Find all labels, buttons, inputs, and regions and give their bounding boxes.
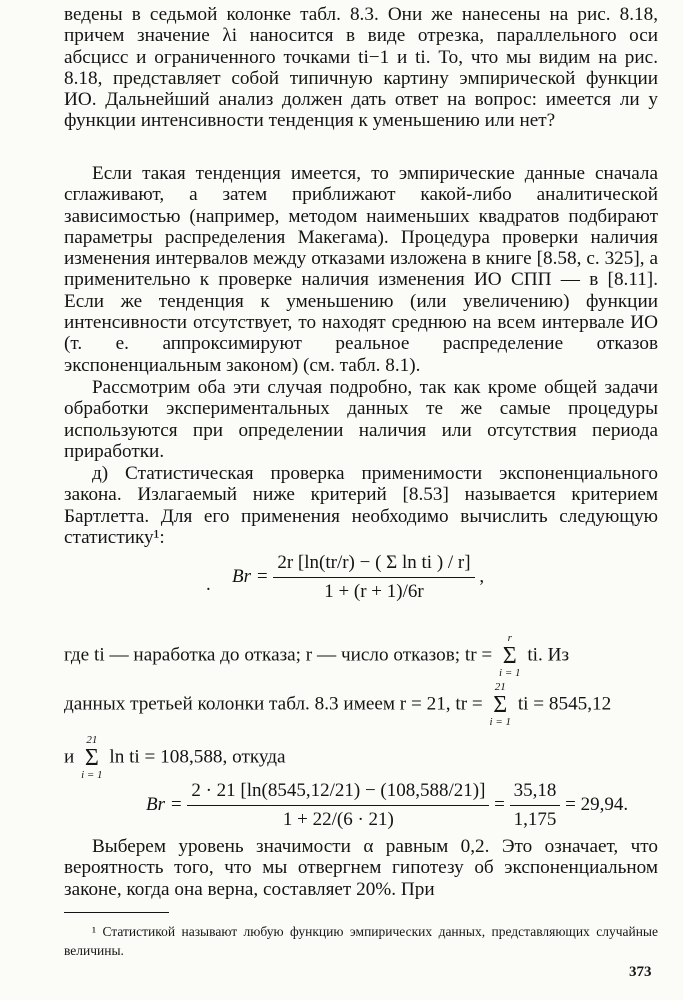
- formula1-denominator: 1 + (r + 1)/6r: [324, 581, 424, 602]
- sum-symbol-21a: 21 Σ i = 1: [489, 681, 512, 728]
- formula1-fraction: [273, 552, 474, 603]
- sum-symbol-21b: 21 Σ i = 1: [81, 734, 103, 781]
- formula1-trail: ,: [479, 565, 485, 587]
- formula2-result: = 29,94.: [565, 793, 629, 815]
- stray-dot: .: [206, 574, 211, 595]
- footnote: ¹ Статистикой называют любую функцию эмпирических данных, представляющих случайные величины.: [64, 924, 658, 958]
- formula2-lhs: Br =: [146, 793, 183, 815]
- formula2-frac2-den: 1,175: [513, 809, 557, 830]
- formula2-fraction-2: [510, 780, 561, 831]
- where-line: где ti — наработка до отказа; r — число отказов; tr = r Σ i = 1 ti. Из: [64, 632, 570, 679]
- bartlett-formula: [206, 552, 552, 624]
- paragraph-5: Выберем уровень значимости α равным 0,2. Это означает, что вероятность того, что мы отвергнем гипотезу об экспоненциальном законе, когда она верна, составляет 20%. При: [64, 836, 658, 900]
- formula2-fraction: [187, 780, 489, 831]
- formula1-lhs: Br =: [232, 565, 269, 587]
- paragraph-3: Рассмотрим оба эти случая подробно, так как кроме общей задачи обработки экспериментальных данных те же самые процедуры используются при определении наличия или отсутствия периода приработки.: [64, 377, 658, 462]
- paragraph-4: д) Статистическая проверка применимости экспоненциального закона. Излагаемый ниже критерий [8.53] называется критерием Бартлетта. Для его применения необходимо вычислить следующую статистику¹:: [64, 463, 658, 548]
- data-line: данных третьей колонки табл. 8.3 имеем r = 21, tr = 21 Σ i = 1 ti = 8545,12: [64, 681, 612, 728]
- and-line: и 21 Σ i = 1 ln ti = 108,588, откуда: [64, 734, 286, 781]
- paragraph-1: ведены в седьмой колонке табл. 8.3. Они же нанесены на рис. 8.18, причем значение λi наносится в виде отрезка, параллельного оси абсцисс и ограниченного точками ti−1 и ti. То, что мы видим на рис. 8.18, представляет собой типичную картину эмпирической функции ИО. Дальнейший анализ должен дать ответ на вопрос: имеется ли у функции интенсивности тенденция к уменьшению или нет?: [64, 4, 658, 132]
- formula2-frac2-num: 35,18: [510, 780, 561, 806]
- formula1-numerator: 2r [ln(tr/r) − ( Σ ln ti ) / r]: [273, 552, 474, 578]
- footnote-rule: [64, 912, 169, 913]
- computed-formula: [146, 780, 628, 831]
- formula2-numerator: 2 · 21 [ln(8545,12/21) − (108,588/21)]: [187, 780, 489, 806]
- paragraph-2: Если такая тенденция имеется, то эмпирические данные сначала сглаживают, а затем приближают какой-либо аналитической зависимостью (например, методом наименьших квадратов подбирают параметры распределения Макегама). Процедура проверки наличия изменения интервалов между отказами изложена в книге [8.58, с. 325], а применительно к проверке наличия изменения ИО СПП — в [8.11]. Если же тенденция к уменьшению (или увеличению) функции интенсивности отсутствует, то находят среднюю на всем интервале ИО (т. е. аппроксимируют реальное распределение отказов экспоненциальным законом) (см. табл. 8.1).: [64, 163, 658, 376]
- formula2-eq: =: [494, 793, 505, 815]
- formula2-denominator: 1 + 22/(6 · 21): [282, 809, 394, 830]
- page-number: 373: [629, 964, 652, 980]
- sum-symbol-r: r Σ i = 1: [499, 632, 521, 679]
